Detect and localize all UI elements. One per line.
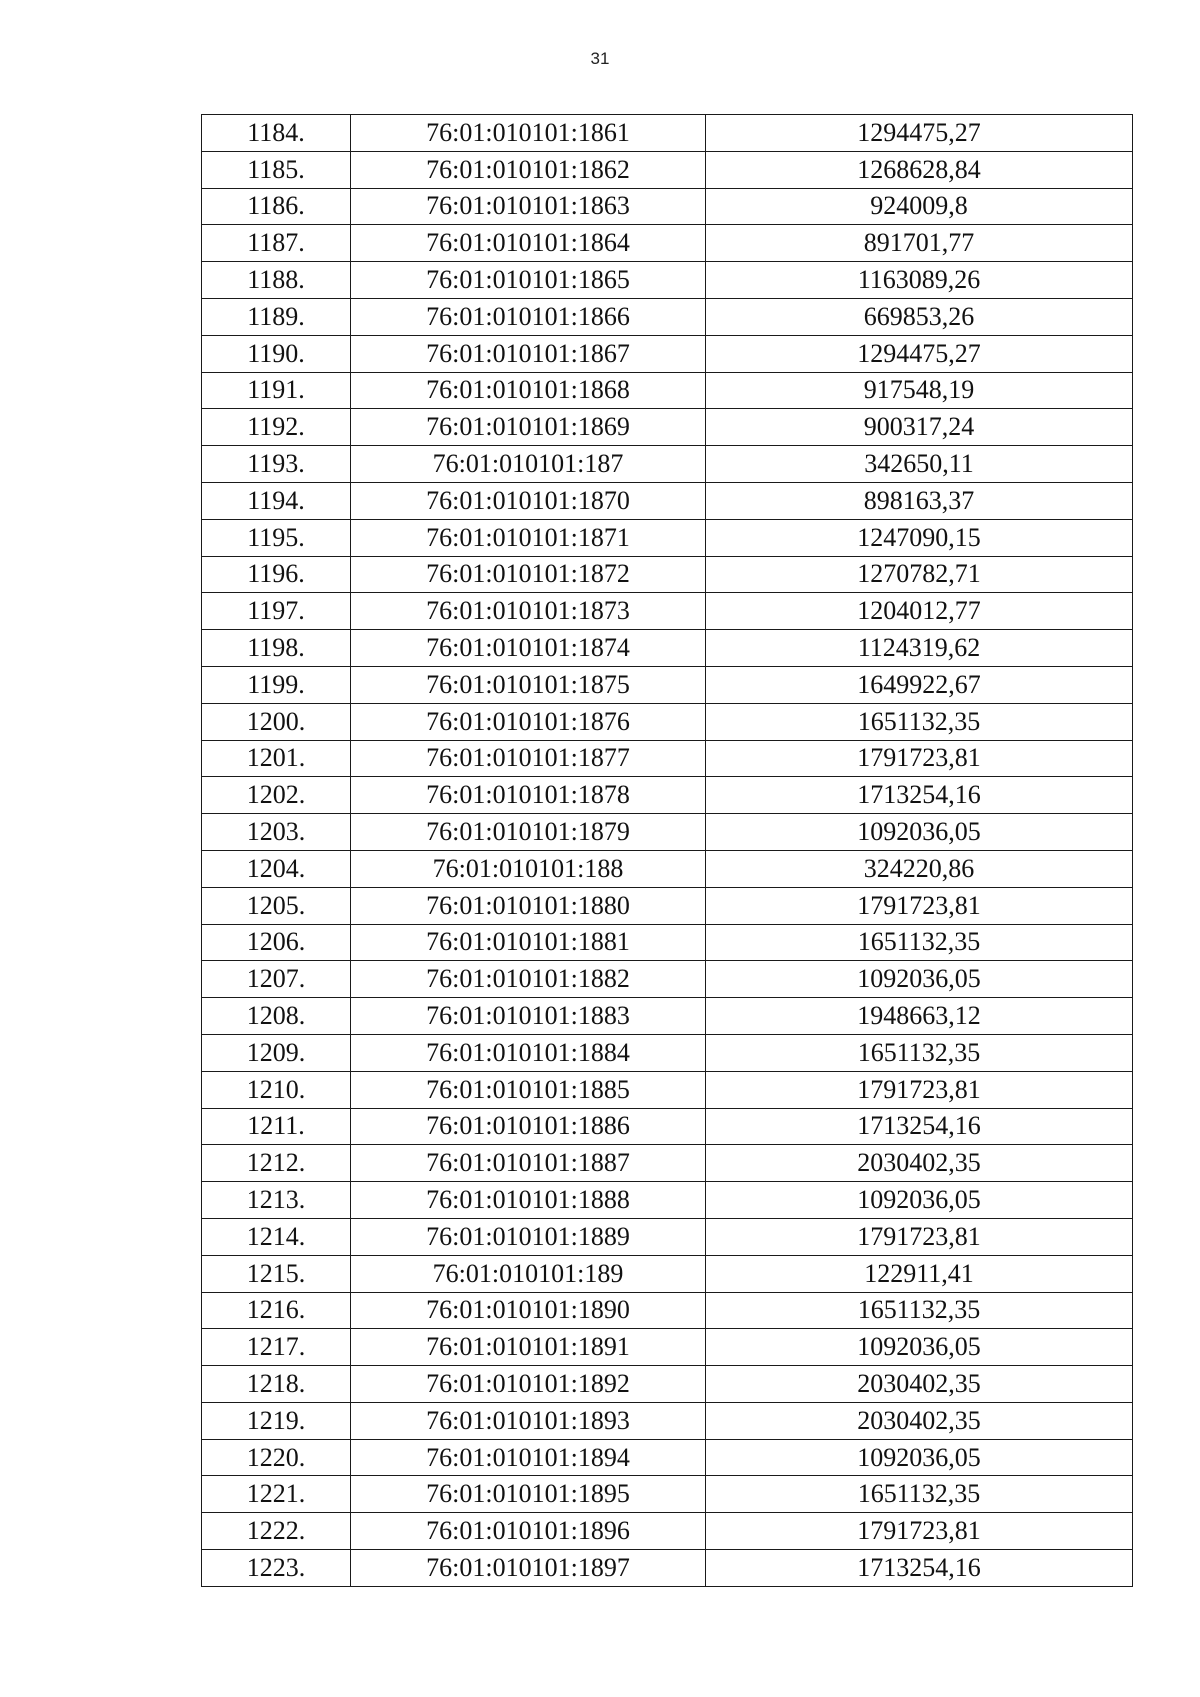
cadastral-value-cell: 1791723,81	[706, 887, 1133, 924]
row-number-cell: 1215.	[202, 1255, 351, 1292]
row-number-cell: 1199.	[202, 666, 351, 703]
table-row	[202, 298, 1133, 335]
cadastral-number-cell: 76:01:010101:1866	[351, 298, 706, 335]
cadastral-number-cell: 76:01:010101:1890	[351, 1292, 706, 1329]
cadastral-number-cell: 76:01:010101:1894	[351, 1439, 706, 1476]
table-row	[202, 1034, 1133, 1071]
table-row	[202, 1550, 1133, 1587]
cadastral-value-cell: 1270782,71	[706, 556, 1133, 593]
table-row	[202, 630, 1133, 667]
table-row	[202, 1329, 1133, 1366]
table-row	[202, 666, 1133, 703]
row-number-cell: 1212.	[202, 1145, 351, 1182]
table-row	[202, 1513, 1133, 1550]
cadastral-value-cell: 1713254,16	[706, 777, 1133, 814]
cadastral-value-cell: 1294475,27	[706, 335, 1133, 372]
cadastral-value-cell: 1124319,62	[706, 630, 1133, 667]
cadastral-number-cell: 76:01:010101:1887	[351, 1145, 706, 1182]
row-number-cell: 1196.	[202, 556, 351, 593]
table-row	[202, 703, 1133, 740]
cadastral-value-cell: 1092036,05	[706, 961, 1133, 998]
table-row	[202, 1476, 1133, 1513]
cadastral-number-cell: 76:01:010101:1883	[351, 998, 706, 1035]
table-row	[202, 1108, 1133, 1145]
cadastral-value-cell: 1791723,81	[706, 740, 1133, 777]
row-number-cell: 1195.	[202, 519, 351, 556]
row-number-cell: 1218.	[202, 1366, 351, 1403]
table-row	[202, 409, 1133, 446]
cadastral-value-cell: 1092036,05	[706, 1182, 1133, 1219]
row-number-cell: 1221.	[202, 1476, 351, 1513]
cadastral-number-cell: 76:01:010101:1881	[351, 924, 706, 961]
cadastral-value-cell: 1649922,67	[706, 666, 1133, 703]
table-row	[202, 446, 1133, 483]
cadastral-number-cell: 76:01:010101:1882	[351, 961, 706, 998]
row-number-cell: 1214.	[202, 1218, 351, 1255]
row-number-cell: 1220.	[202, 1439, 351, 1476]
cadastral-value-cell: 1092036,05	[706, 1329, 1133, 1366]
table-row	[202, 1071, 1133, 1108]
cadastral-value-cell: 1713254,16	[706, 1108, 1133, 1145]
cadastral-number-cell: 76:01:010101:1872	[351, 556, 706, 593]
row-number-cell: 1211.	[202, 1108, 351, 1145]
cadastral-number-cell: 76:01:010101:1873	[351, 593, 706, 630]
row-number-cell: 1206.	[202, 924, 351, 961]
cadastral-value-cell: 1651132,35	[706, 1476, 1133, 1513]
cadastral-number-cell: 76:01:010101:1864	[351, 225, 706, 262]
table-row	[202, 777, 1133, 814]
cadastral-number-cell: 76:01:010101:1875	[351, 666, 706, 703]
cadastral-number-cell: 76:01:010101:1889	[351, 1218, 706, 1255]
cadastral-number-cell: 76:01:010101:1885	[351, 1071, 706, 1108]
cadastral-value-cell: 898163,37	[706, 482, 1133, 519]
table-body	[202, 115, 1133, 1587]
table-row	[202, 151, 1133, 188]
table-row	[202, 814, 1133, 851]
table-row	[202, 593, 1133, 630]
cadastral-value-cell: 1247090,15	[706, 519, 1133, 556]
cadastral-number-cell: 76:01:010101:187	[351, 446, 706, 483]
row-number-cell: 1205.	[202, 887, 351, 924]
table-row	[202, 519, 1133, 556]
row-number-cell: 1187.	[202, 225, 351, 262]
cadastral-value-cell: 324220,86	[706, 850, 1133, 887]
row-number-cell: 1213.	[202, 1182, 351, 1219]
table-row	[202, 1255, 1133, 1292]
row-number-cell: 1191.	[202, 372, 351, 409]
table-row	[202, 188, 1133, 225]
cadastral-number-cell: 76:01:010101:1874	[351, 630, 706, 667]
cadastral-number-cell: 76:01:010101:1888	[351, 1182, 706, 1219]
cadastral-value-cell: 122911,41	[706, 1255, 1133, 1292]
row-number-cell: 1202.	[202, 777, 351, 814]
cadastral-value-table	[201, 114, 1133, 1587]
cadastral-number-cell: 76:01:010101:1877	[351, 740, 706, 777]
row-number-cell: 1186.	[202, 188, 351, 225]
table-row	[202, 1182, 1133, 1219]
row-number-cell: 1204.	[202, 850, 351, 887]
cadastral-value-cell: 1651132,35	[706, 1034, 1133, 1071]
cadastral-number-cell: 76:01:010101:1891	[351, 1329, 706, 1366]
cadastral-number-cell: 76:01:010101:1884	[351, 1034, 706, 1071]
row-number-cell: 1209.	[202, 1034, 351, 1071]
row-number-cell: 1185.	[202, 151, 351, 188]
page-number: 31	[590, 49, 610, 68]
cadastral-value-cell: 1791723,81	[706, 1218, 1133, 1255]
row-number-cell: 1223.	[202, 1550, 351, 1587]
table-row	[202, 372, 1133, 409]
table-row	[202, 1439, 1133, 1476]
row-number-cell: 1184.	[202, 115, 351, 152]
row-number-cell: 1203.	[202, 814, 351, 851]
cadastral-value-cell: 2030402,35	[706, 1145, 1133, 1182]
cadastral-value-cell: 1204012,77	[706, 593, 1133, 630]
cadastral-number-cell: 76:01:010101:1869	[351, 409, 706, 446]
table-row	[202, 1366, 1133, 1403]
table-row	[202, 850, 1133, 887]
cadastral-number-cell: 76:01:010101:1870	[351, 482, 706, 519]
cadastral-number-cell: 76:01:010101:1871	[351, 519, 706, 556]
cadastral-value-cell: 1294475,27	[706, 115, 1133, 152]
table-row	[202, 924, 1133, 961]
table-row	[202, 961, 1133, 998]
cadastral-value-cell: 1092036,05	[706, 814, 1133, 851]
row-number-cell: 1194.	[202, 482, 351, 519]
cadastral-number-cell: 76:01:010101:1862	[351, 151, 706, 188]
row-number-cell: 1201.	[202, 740, 351, 777]
cadastral-value-cell: 2030402,35	[706, 1402, 1133, 1439]
cadastral-value-cell: 891701,77	[706, 225, 1133, 262]
cadastral-number-cell: 76:01:010101:1876	[351, 703, 706, 740]
table-row	[202, 482, 1133, 519]
cadastral-number-cell: 76:01:010101:1880	[351, 887, 706, 924]
table-row	[202, 998, 1133, 1035]
table-row	[202, 1402, 1133, 1439]
row-number-cell: 1219.	[202, 1402, 351, 1439]
table-row	[202, 1218, 1133, 1255]
cadastral-number-cell: 76:01:010101:1895	[351, 1476, 706, 1513]
cadastral-value-cell: 1163089,26	[706, 262, 1133, 299]
cadastral-number-cell: 76:01:010101:1879	[351, 814, 706, 851]
cadastral-number-cell: 76:01:010101:188	[351, 850, 706, 887]
row-number-cell: 1197.	[202, 593, 351, 630]
cadastral-number-cell: 76:01:010101:1893	[351, 1402, 706, 1439]
table-row	[202, 740, 1133, 777]
cadastral-value-cell: 1791723,81	[706, 1071, 1133, 1108]
row-number-cell: 1207.	[202, 961, 351, 998]
cadastral-value-cell: 924009,8	[706, 188, 1133, 225]
cadastral-value-cell: 1651132,35	[706, 703, 1133, 740]
row-number-cell: 1210.	[202, 1071, 351, 1108]
row-number-cell: 1200.	[202, 703, 351, 740]
cadastral-value-cell: 1651132,35	[706, 924, 1133, 961]
cadastral-value-cell: 1268628,84	[706, 151, 1133, 188]
cadastral-value-cell: 669853,26	[706, 298, 1133, 335]
cadastral-value-cell: 1713254,16	[706, 1550, 1133, 1587]
cadastral-value-cell: 1791723,81	[706, 1513, 1133, 1550]
table-row	[202, 887, 1133, 924]
cadastral-number-cell: 76:01:010101:1897	[351, 1550, 706, 1587]
row-number-cell: 1190.	[202, 335, 351, 372]
row-number-cell: 1208.	[202, 998, 351, 1035]
cadastral-value-cell: 917548,19	[706, 372, 1133, 409]
row-number-cell: 1217.	[202, 1329, 351, 1366]
cadastral-number-cell: 76:01:010101:1896	[351, 1513, 706, 1550]
table-row	[202, 1145, 1133, 1182]
table-row	[202, 556, 1133, 593]
cadastral-number-cell: 76:01:010101:1878	[351, 777, 706, 814]
cadastral-number-cell: 76:01:010101:1861	[351, 115, 706, 152]
row-number-cell: 1222.	[202, 1513, 351, 1550]
cadastral-value-cell: 900317,24	[706, 409, 1133, 446]
cadastral-number-cell: 76:01:010101:1865	[351, 262, 706, 299]
table-row	[202, 335, 1133, 372]
row-number-cell: 1216.	[202, 1292, 351, 1329]
cadastral-value-cell: 1092036,05	[706, 1439, 1133, 1476]
cadastral-value-cell: 2030402,35	[706, 1366, 1133, 1403]
row-number-cell: 1189.	[202, 298, 351, 335]
table-row	[202, 115, 1133, 152]
row-number-cell: 1193.	[202, 446, 351, 483]
cadastral-value-cell: 1651132,35	[706, 1292, 1133, 1329]
table-row	[202, 1292, 1133, 1329]
table-row	[202, 225, 1133, 262]
row-number-cell: 1188.	[202, 262, 351, 299]
cadastral-number-cell: 76:01:010101:1867	[351, 335, 706, 372]
cadastral-number-cell: 76:01:010101:189	[351, 1255, 706, 1292]
row-number-cell: 1192.	[202, 409, 351, 446]
cadastral-number-cell: 76:01:010101:1886	[351, 1108, 706, 1145]
table-row	[202, 262, 1133, 299]
cadastral-number-cell: 76:01:010101:1892	[351, 1366, 706, 1403]
cadastral-value-cell: 342650,11	[706, 446, 1133, 483]
cadastral-number-cell: 76:01:010101:1863	[351, 188, 706, 225]
cadastral-value-cell: 1948663,12	[706, 998, 1133, 1035]
cadastral-number-cell: 76:01:010101:1868	[351, 372, 706, 409]
row-number-cell: 1198.	[202, 630, 351, 667]
